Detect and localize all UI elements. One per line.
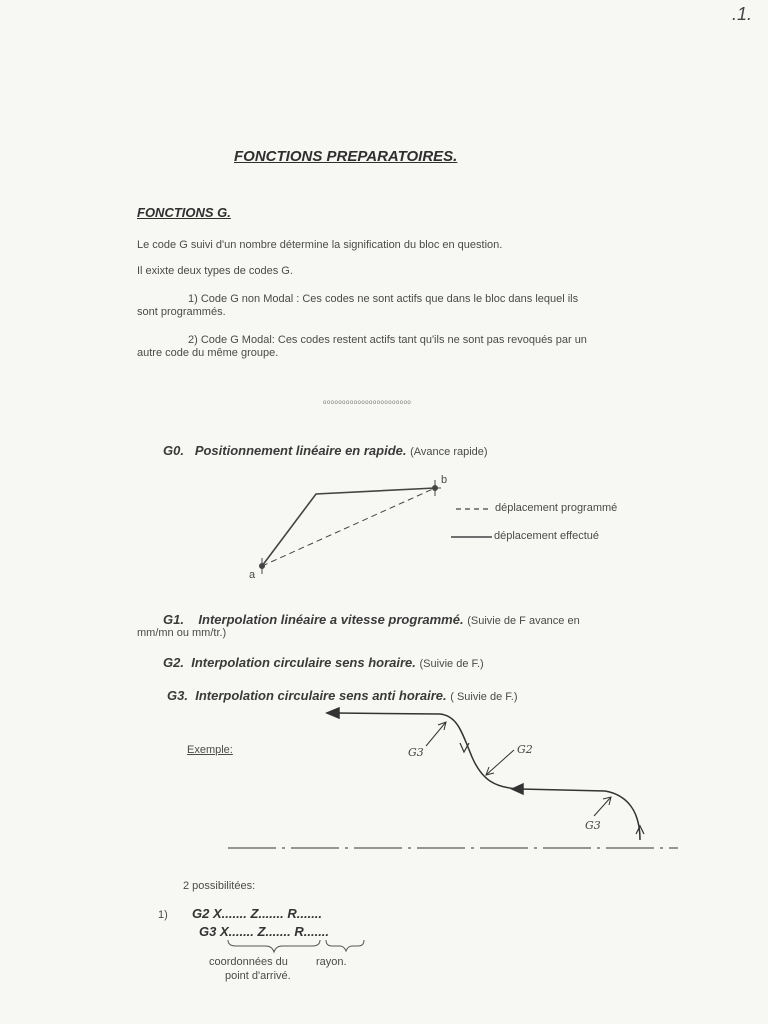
g3-upper-pointer bbox=[426, 722, 446, 746]
code-braces bbox=[228, 940, 364, 952]
modal-line-1: 2) Code G Modal: Ces codes restent actifs tant qu'ils ne sont pas revoqués par un bbox=[188, 334, 587, 346]
brace-coords-line-1: coordonnées du bbox=[209, 956, 288, 968]
legend-programmed-label: déplacement programmé bbox=[495, 502, 618, 514]
brace-coords-line-2: point d'arrivé. bbox=[225, 970, 291, 982]
example-g2-label: G2 bbox=[517, 743, 533, 756]
section-title: FONCTIONS G. bbox=[137, 205, 231, 220]
g0-diagram bbox=[260, 480, 493, 574]
non-modal-line-2: sont programmés. bbox=[137, 306, 226, 318]
g2-note: (Suivie de F.) bbox=[419, 658, 484, 670]
code-line-g2: G2 X....... Z....... R....... bbox=[192, 906, 323, 921]
example-diagram bbox=[228, 708, 678, 848]
g0-point-b-marker bbox=[429, 480, 441, 496]
page-number: .1. bbox=[732, 4, 753, 24]
toolpath-mid-arrowhead bbox=[512, 784, 523, 794]
g1-title: Interpolation linéaire a vitesse programmé. bbox=[198, 612, 464, 627]
non-modal-line-1: 1) Code G non Modal : Ces codes ne sont actifs que dans le bloc dans lequel ils bbox=[188, 293, 579, 305]
g3-note: ( Suivie de F.) bbox=[450, 691, 518, 703]
g0-point-a-label: a bbox=[249, 569, 256, 581]
possibilities-heading: 2 possibilitées: bbox=[183, 880, 256, 892]
g3-lower-pointer bbox=[594, 797, 611, 816]
page-title: FONCTIONS PREPARATOIRES. bbox=[234, 148, 458, 165]
g1-note: (Suivie de F avance en bbox=[467, 615, 580, 627]
separator: ooooooooooooooooooooooo bbox=[323, 400, 412, 406]
g1-code: G1. bbox=[163, 612, 184, 627]
g1-note-line-2: mm/mn ou mm/tr.) bbox=[137, 627, 227, 639]
g0-point-b-label: b bbox=[441, 474, 448, 486]
g0-point-a-marker bbox=[260, 558, 265, 574]
example-g3-upper-label: G3 bbox=[408, 746, 424, 759]
g3-title: Interpolation circulaire sens anti horaire. bbox=[195, 688, 447, 703]
toolpath-end-arrowhead bbox=[327, 708, 339, 718]
example-g3-lower-label: G3 bbox=[585, 819, 601, 832]
g0-programmed-path bbox=[262, 488, 435, 566]
intro-line-1: Le code G suivi d'un nombre détermine la signification du bloc en question. bbox=[137, 239, 503, 251]
g2-pointer bbox=[486, 750, 514, 775]
g0-code: G0. bbox=[163, 443, 184, 458]
coords-brace bbox=[228, 940, 320, 952]
example-label: Exemple: bbox=[187, 744, 233, 756]
g2-title: Interpolation circulaire sens horaire. bbox=[191, 655, 416, 670]
brace-radius-label: rayon. bbox=[316, 956, 347, 968]
radius-brace bbox=[326, 940, 364, 951]
g0-title: Positionnement linéaire en rapide. bbox=[194, 443, 407, 458]
modal-line-2: autre code du même groupe. bbox=[137, 347, 279, 359]
g0-note: (Avance rapide) bbox=[410, 446, 488, 458]
g2-code: G2. bbox=[163, 655, 184, 670]
legend-actual-label: déplacement effectué bbox=[494, 530, 599, 542]
code-line-g3: G3 X....... Z....... R....... bbox=[199, 924, 330, 939]
example-toolpath bbox=[335, 713, 640, 840]
g3-code: G3. bbox=[167, 688, 188, 703]
intro-line-2: Il exixte deux types de codes G. bbox=[137, 265, 293, 277]
possibility-index: 1) bbox=[158, 909, 168, 921]
